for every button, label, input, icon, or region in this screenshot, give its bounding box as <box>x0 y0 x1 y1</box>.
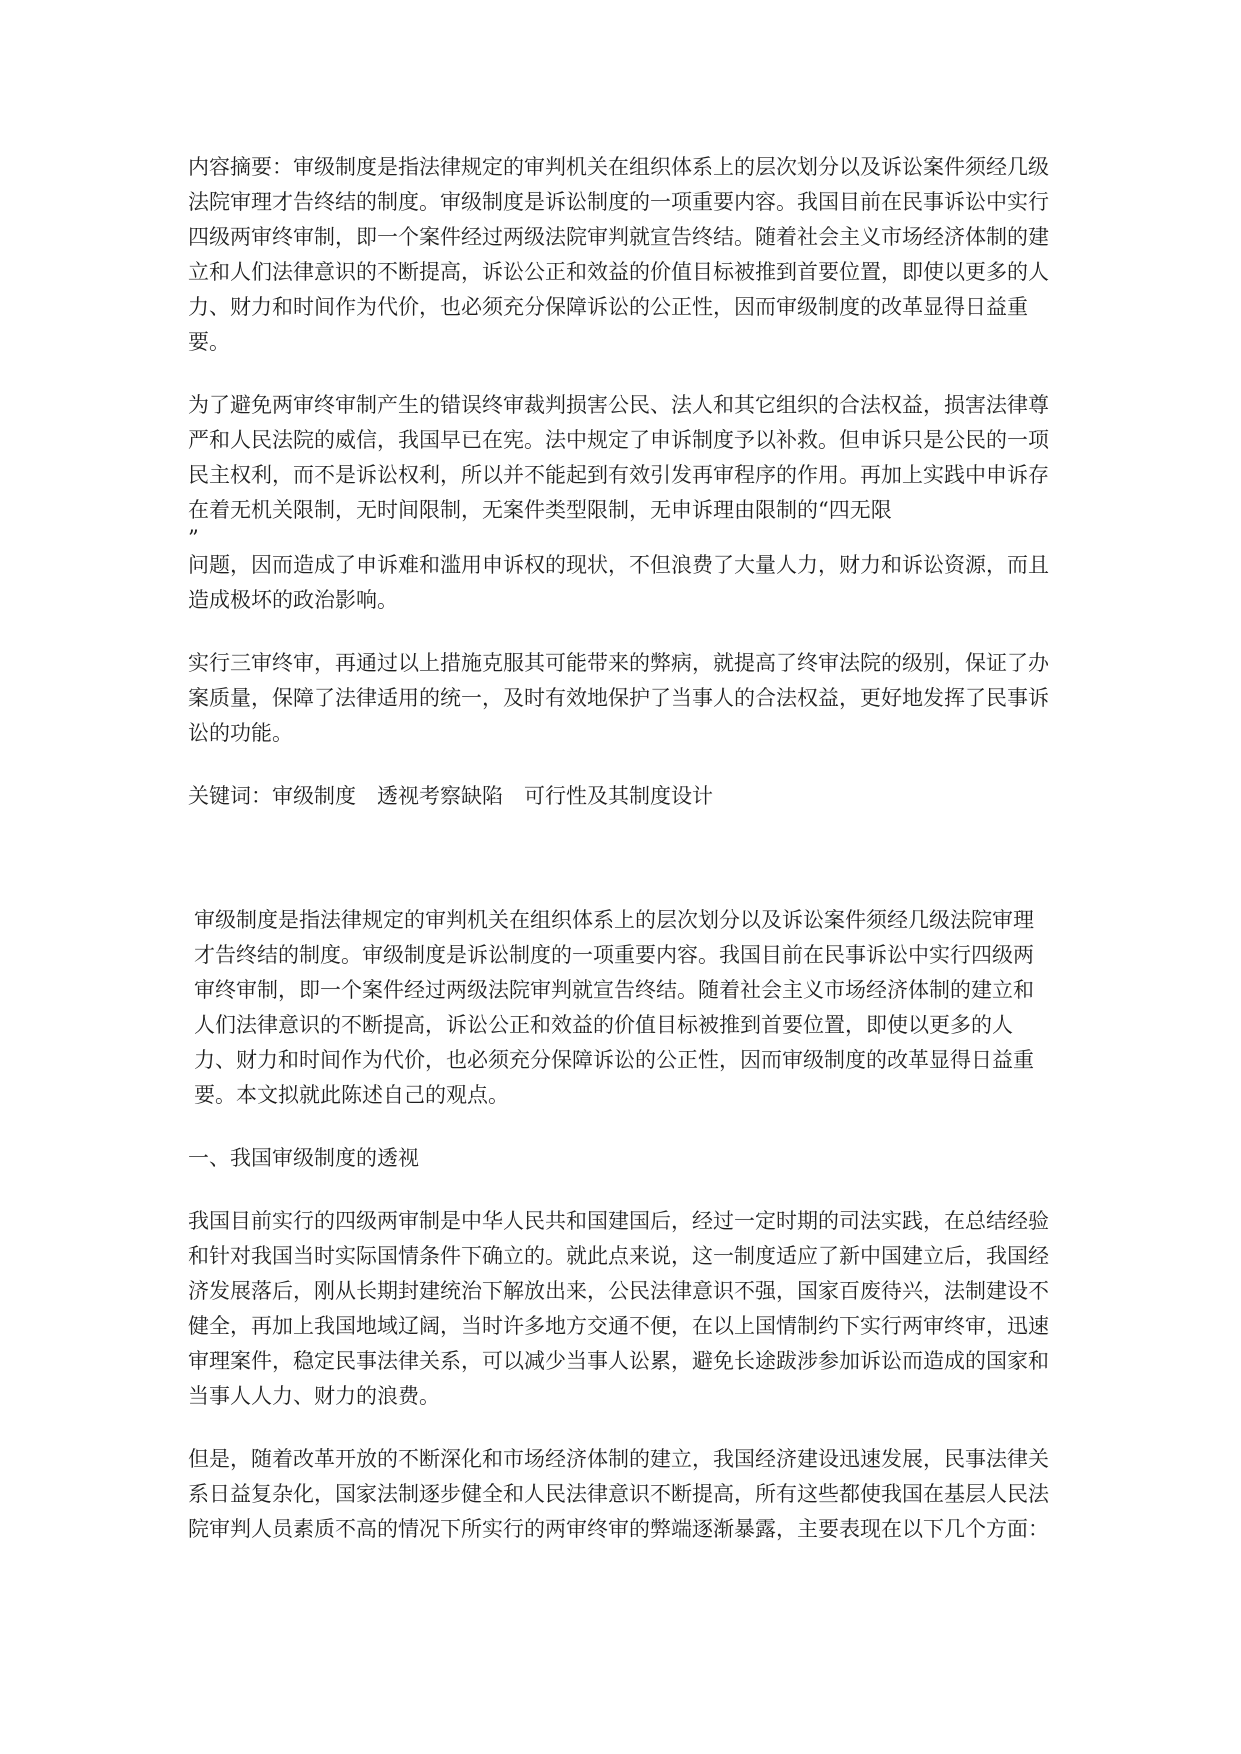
appeal-paragraph-text: 为了避免两审终审制产生的错误终审裁判损害公民、法人和其它组织的合法权益，损害法律尊严和人民法院的威信，我国早已在宪。法中规定了申诉制度予以补救。但申诉只是公民的一项民主权利，而不是诉讼权利，所以并不能起到有效引发再审程序的作用。再加上实践中申诉存在着无机关限制，无时间限制，无案件类型限制，无申诉理由限制的“四无限 <box>188 393 1049 522</box>
keywords-line: 关键词：审级制度 透视考察缺陷 可行性及其制度设计 <box>188 784 713 808</box>
section-heading-1: 一、我国审级制度的透视 <box>188 1146 419 1170</box>
section1-paragraph-2: 但是，随着改革开放的不断深化和市场经济体制的建立，我国经济建设迅速发展，民事法律关系日益复杂化，国家法制逐步健全和人民法律意识不断提高，所有这些都使我国在基层人民法院审判人员素质不高的情况下所实行的两审终审的弊端逐渐暴露，主要表现在以下几个方面： <box>188 1447 1049 1541</box>
introduction-paragraph: 审级制度是指法律规定的审判机关在组织体系上的层次划分以及诉讼案件须经几级法院审理才告终结的制度。审级制度是诉讼制度的一项重要内容。我国目前在民事诉讼中实行四级两审终审制，即一个案件经过两级法院审判就宣告终结。随着社会主义市场经济体制的建立和人们法律意识的不断提高，诉讼公正和效益的价值目标被推到首要位置，即使以更多的人力、财力和时间作为代价，也必须充分保障诉讼的公正性，因而审级制度的改革显得日益重要。本文拟就此陈述自己的观点。 <box>194 908 1034 1107</box>
appeal-paragraph-continuation: 问题，因而造成了申诉难和滥用申诉权的现状，不但浪费了大量人力，财力和诉讼资源，而且造成极坏的政治影响。 <box>188 553 1049 612</box>
three-instance-paragraph: 实行三审终审，再通过以上措施克服其可能带来的弊病，就提高了终审法院的级别，保证了办案质量，保障了法律适用的统一，及时有效地保护了当事人的合法权益，更好地发挥了民事诉讼的功能。 <box>188 651 1049 745</box>
document-body <box>188 150 1054 1575</box>
section-spacer <box>188 814 1054 903</box>
abstract-paragraph: 内容摘要：审级制度是指法律规定的审判机关在组织体系上的层次划分以及诉讼案件须经几级法院审理才告终结的制度。审级制度是诉讼制度的一项重要内容。我国目前在民事诉讼中实行四级两审终审制，即一个案件经过两级法院审判就宣告终结。随着社会主义市场经济体制的建立和人们法律意识的不断提高，诉讼公正和效益的价值目标被推到首要位置，即使以更多的人力、财力和时间作为代价，也必须充分保障诉讼的公正性，因而审级制度的改革显得日益重要。 <box>188 155 1049 354</box>
section1-paragraph-1: 我国目前实行的四级两审制是中华人民共和国建国后，经过一定时期的司法实践，在总结经验和针对我国当时实际国情条件下确立的。就此点来说，这一制度适应了新中国建立后，我国经济发展落后，刚从长期封建统治下解放出来，公民法律意识不强，国家百废待兴，法制建设不健全，再加上我国地域辽阔，当时许多地方交通不便，在以上国情制约下实行两审终审，迅速审理案件，稳定民事法律关系，可以减少当事人讼累，避免长途跋涉参加诉讼而造成的国家和当事人人力、财力的浪费。 <box>188 1209 1049 1408</box>
paragraph-appeal-system <box>188 388 1054 618</box>
appeal-quote-close: ” <box>188 526 199 550</box>
